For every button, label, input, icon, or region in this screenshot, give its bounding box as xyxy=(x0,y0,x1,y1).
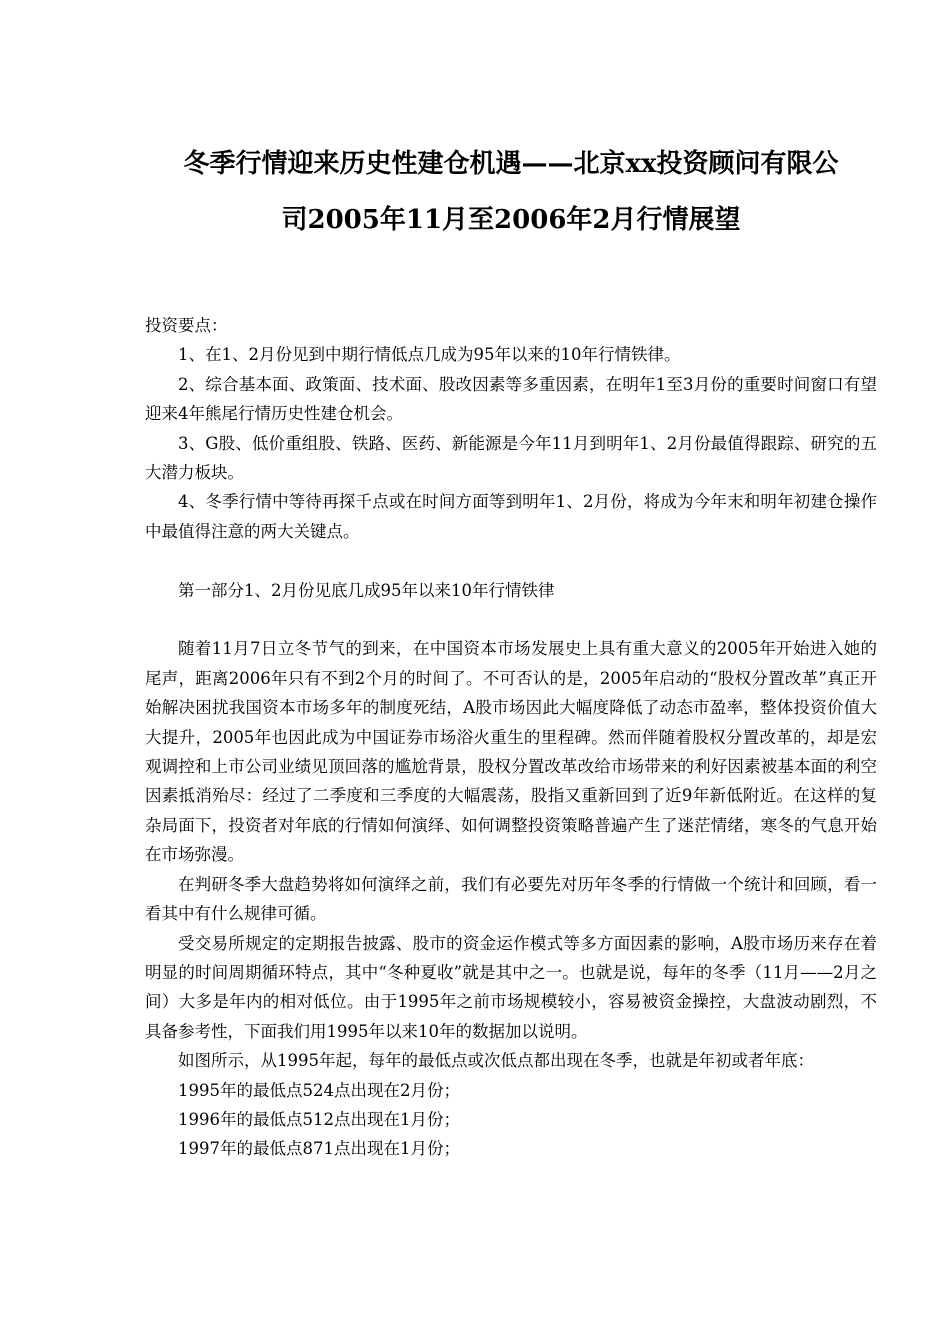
yearly-low-item: 1996年的最低点512点出现在1月份； xyxy=(178,1109,460,1129)
body-paragraph: 在判研冬季大盘趋势将如何演绎之前，我们有必要先对历年冬季的行情做一个统计和回顾，看一看其中有什么规律可循。 xyxy=(145,874,877,924)
document-title-line-1: 冬季行情迎来历史性建仓机遇——北京xx投资顾问有限公 xyxy=(183,149,839,179)
key-points-heading: 投资要点： xyxy=(145,316,228,335)
body-paragraph: 随着11月7日立冬节气的到来，在中国资本市场发展史上具有重大意义的2005年开始进入她的尾声，距离2006年只有不到2个月的时间了。不可否认的是，2005年启动的“股权分置改革”真正开始解决困扰我国资本市场多年的制度死结，A股市场因此大幅度降低了动态市盈率，整体投资价值大大提升，2005年也因此成为中国证券市场浴火重生的里程碑。然而伴随着股权分置改革的，却是宏观调控和上市公司业绩见顶回落的尴尬背景，股权分置改革改给市场带来的利好因素被基本面的利空因素抵消殆尽：经过了二季度和三季度的大幅震荡，股指又重新回到了近9年新低附近。在这样的复杂局面下，投资者对年底的行情如何演绎、如何调整投资策略普遍产生了迷茫情绪，寒冬的气息开始在市场弥漫。 xyxy=(145,639,877,865)
key-point-item: 2、综合基本面、政策面、技术面、股改因素等多重因素，在明年1至3月份的重要时间窗口有望迎来4年熊尾行情历史性建仓机会。 xyxy=(145,374,877,424)
document-title-line-2: 司2005年11月至2006年2月行情展望 xyxy=(281,205,741,235)
section-part-title: 1、2月份见底几成95年以来10年行情铁律 xyxy=(244,580,555,600)
document-body xyxy=(145,311,877,1164)
yearly-low-item: 1997年的最低点871点出现在1月份； xyxy=(178,1139,460,1159)
key-point-item: 1、在1、2月份见到中期行情低点几成为95年以来的10年行情铁律。 xyxy=(178,345,681,365)
key-point-item: 3、G股、低价重组股、铁路、医药、新能源是今年11月到明年1、2月份最值得跟踪、研究的五大潜力板块。 xyxy=(145,433,877,483)
section-heading xyxy=(145,576,877,605)
body-paragraph: 受交易所规定的定期报告披露、股市的资金运作模式等多方面因素的影响，A股市场历来存在着明显的时间周期循环特点，其中“冬种夏收”就是其中之一。也就是说，每年的冬季（11月——2月之间）大多是年内的相对低位。由于1995年之前市场规模较小，容易被资金操控，大盘波动剧烈，不具备参考性，下面我们用1995年以来10年的数据加以说明。 xyxy=(145,933,877,1041)
section-part-label: 第一部分 xyxy=(178,580,244,600)
blank-line xyxy=(145,546,877,575)
blank-line xyxy=(145,605,877,634)
yearly-low-item: 1995年的最低点524点出现在2月份； xyxy=(178,1080,460,1100)
key-point-item: 4、冬季行情中等待再探千点或在时间方面等到明年1、2月份，将成为今年末和明年初建仓操作中最值得注意的两大关键点。 xyxy=(145,492,877,541)
body-paragraph: 如图所示，从1995年起，每年的最低点或次低点都出现在冬季，也就是年初或者年底： xyxy=(178,1051,814,1071)
